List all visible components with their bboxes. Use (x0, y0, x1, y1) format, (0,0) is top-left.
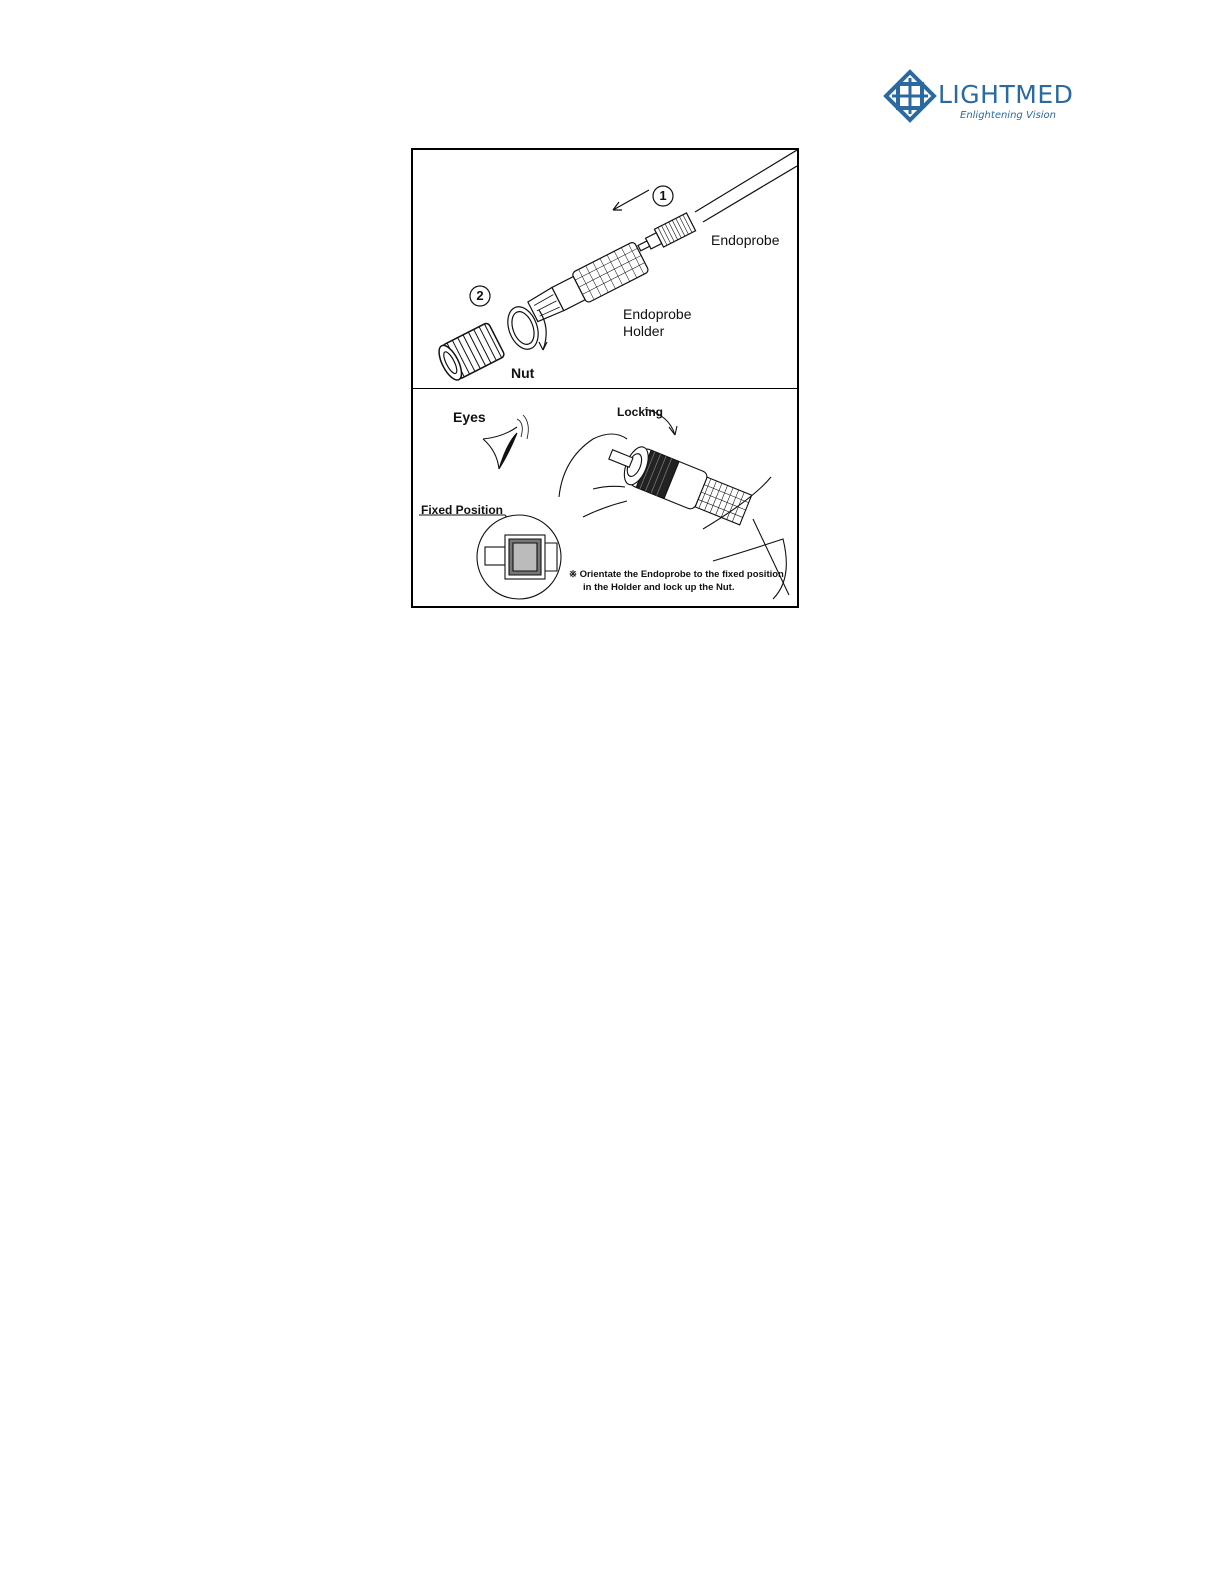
fixed-position-label: Fixed Position (421, 503, 504, 517)
endoprobe-label: Endoprobe (711, 232, 780, 248)
exploded-view-panel (413, 150, 797, 388)
logo-tagline: Enlightening Vision (960, 110, 1057, 121)
exploded-view-illustration (413, 150, 797, 388)
step-1-number: 1 (659, 188, 667, 203)
locking-view-panel (413, 388, 797, 607)
step-2-number: 2 (476, 288, 484, 303)
eyes-label: Eyes (453, 409, 486, 425)
logo-name: LIGHTMED (938, 80, 1074, 109)
lightmed-logo (880, 68, 1074, 128)
orientation-note-line1: ※ Orientate the Endoprobe to the fixed position (569, 569, 784, 580)
endoprobe-holder-label-line2: Holder (623, 323, 665, 339)
locking-label: Locking (617, 405, 664, 419)
nut-label: Nut (511, 365, 535, 381)
endoprobe-assembly-figure (411, 148, 799, 608)
endoprobe-holder-label-line1: Endoprobe (623, 306, 692, 322)
lightmed-emblem-icon (880, 68, 940, 128)
orientation-note-line2: in the Holder and lock up the Nut. (583, 582, 735, 593)
